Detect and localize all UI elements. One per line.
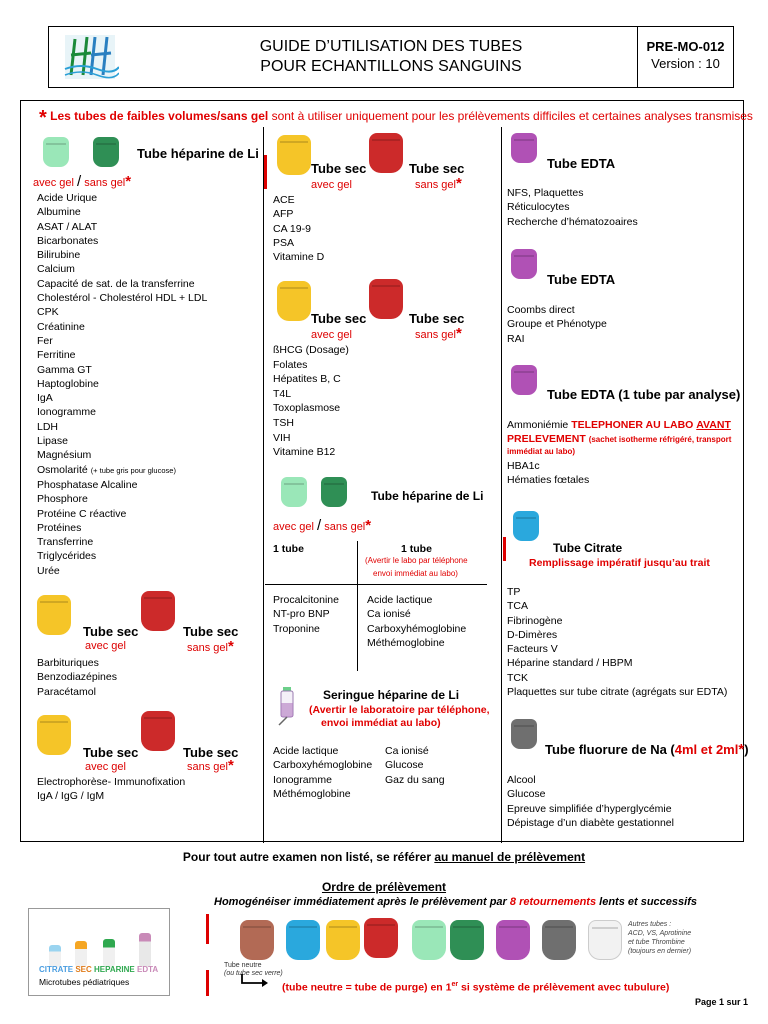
- col2-seringue-right-list: [385, 744, 445, 787]
- col2-seringue-title: Seringue héparine de Li: [323, 688, 460, 702]
- other-line-2: ACD, VS, Aprotinine: [628, 930, 692, 937]
- list-item: CPK: [37, 306, 59, 319]
- tube-cap-green-light: [281, 477, 307, 507]
- list-item: ßHCG (Dosage): [273, 344, 349, 356]
- neutre-line-1: Tube neutre: [224, 962, 262, 969]
- list-item: Facteurs V: [507, 643, 558, 656]
- microtube-heparine: [103, 939, 115, 967]
- list-item: Glucose: [385, 759, 424, 772]
- label-avec-gel: avec gel: [273, 521, 314, 533]
- list-item: Plaquettes sur tube citrate (agrégats sur EDTA): [507, 686, 728, 699]
- order-tube-sec-gel: [326, 920, 360, 960]
- list-item: Triglycérides: [37, 550, 97, 563]
- other-tubes-note: [628, 920, 728, 956]
- document-version: Version : 10: [651, 56, 720, 71]
- tube-cap-purple: [511, 249, 537, 279]
- list-item: Coombs direct: [507, 304, 575, 316]
- tube-cap-red: [369, 279, 403, 319]
- document-code-box: [637, 27, 733, 87]
- col2-heparine-note-1: (Avertir le labo par téléphone: [365, 556, 468, 565]
- red-marker-3: [206, 914, 209, 944]
- col1-heparine-gel-labels: [33, 173, 131, 190]
- col1-sec1-title-right: Tube sec: [183, 624, 239, 639]
- sachet-note-2: immédiat au labo): [507, 447, 576, 456]
- list-item: ACE: [273, 194, 295, 206]
- list-item: Gamma GT: [37, 363, 92, 376]
- col1-heparine-items-2: [37, 478, 207, 578]
- col2-sec1-avec-gel: avec gel: [311, 179, 352, 191]
- col2-sec1-star: *: [455, 175, 462, 192]
- col3-citrate-list: [507, 585, 727, 699]
- list-item: Acide lactique: [367, 594, 433, 606]
- list-item: Héparine standard / HBPM: [507, 657, 633, 670]
- order-tube-other: [588, 920, 622, 960]
- col1-sec2-avec-gel: avec gel: [85, 761, 126, 773]
- red-marker-1: [264, 155, 267, 189]
- microtube-sec: [75, 941, 87, 967]
- list-item: Magnésium: [37, 449, 92, 462]
- tube-cap-red: [369, 133, 403, 173]
- col2-heparine-left-list: [273, 593, 339, 636]
- col3-edta1-title: Tube EDTA: [547, 156, 616, 171]
- list-item: Calcium: [37, 263, 75, 276]
- list-item: Toxoplasmose: [273, 402, 341, 415]
- homog-before: Homogénéiser immédiatement après le prélèvement par: [214, 896, 510, 908]
- label-sans-gel: sans gel: [84, 177, 126, 189]
- column-divider-1: [263, 127, 264, 843]
- microtube-labels: [39, 965, 158, 974]
- col1-heparine-list: [37, 191, 207, 578]
- neutre-line-2: (ou tube sec verre): [224, 970, 283, 977]
- list-item: Troponine: [273, 622, 320, 635]
- col2-sec1-sans-gel: sans gel: [415, 179, 456, 191]
- order-tube-neutre: [240, 920, 274, 960]
- col3-fluorure-list: [507, 773, 674, 830]
- list-item: Protéines: [37, 521, 82, 534]
- purge-note: [282, 981, 669, 994]
- col2-heparine-left-head: 1 tube: [273, 543, 304, 555]
- list-item: Méthémoglobine: [273, 787, 351, 800]
- title-line-2: POUR ECHANTILLONS SANGUINS: [260, 58, 522, 75]
- list-item: Vitamine B12: [273, 446, 336, 459]
- list-item: NT-pro BNP: [273, 608, 330, 621]
- col2-sec2-title-left: Tube sec: [311, 311, 367, 326]
- list-item: Cholestérol - Cholestérol HDL + LDL: [37, 292, 208, 305]
- homog-after: lents et successifs: [596, 896, 697, 908]
- list-item: ASAT / ALAT: [37, 220, 98, 233]
- list-item: D-Dimères: [507, 628, 558, 641]
- list-item: Phosphatase Alcaline: [37, 478, 138, 491]
- list-item: Créatinine: [37, 320, 85, 333]
- list-item: TCA: [507, 600, 528, 613]
- list-item: Bicarbonates: [37, 234, 99, 247]
- list-item: Barbituriques: [37, 657, 99, 669]
- col1-sec2-sans-gel: sans gel: [187, 761, 228, 773]
- pediatric-microtubes-box: [28, 908, 170, 996]
- col3-edta3-title: Tube EDTA (1 tube par analyse): [547, 387, 741, 402]
- sachet-note-1: (sachet isotherme réfrigéré, transport: [588, 435, 732, 444]
- list-item: HBA1c: [507, 460, 540, 472]
- label-star: *: [125, 173, 132, 190]
- col2-sec1-list: [273, 193, 324, 264]
- list-item: Hématies fœtales: [507, 474, 590, 487]
- list-item: Lipase: [37, 435, 68, 448]
- tube-guide-table: [20, 100, 753, 842]
- note-rest: sont à utiliser uniquement pour les prélèvements difficiles et certaines analyses transmises: [268, 109, 753, 123]
- list-item: Fibrinogène: [507, 614, 563, 627]
- list-item: Carboxyhémoglobine: [273, 759, 373, 772]
- order-tube-fluorure: [542, 920, 576, 960]
- list-item: Hépatites B, C: [273, 373, 341, 386]
- col1-sec1-avec-gel: avec gel: [85, 640, 126, 652]
- col3-edta2-list: [507, 303, 607, 346]
- prelevement-label: PRELEVEMENT: [507, 433, 586, 445]
- red-marker-2: [503, 537, 506, 561]
- list-item-osmolarite: [37, 463, 207, 478]
- list-item: PSA: [273, 236, 295, 249]
- col2-heparine-divider: [357, 541, 358, 671]
- col2-seringue-left-list: [273, 744, 372, 801]
- fluorure-title-red: 4ml et 2ml: [674, 742, 739, 757]
- fluorure-title-text: Tube fluorure de Na (: [545, 742, 675, 757]
- list-item: Haptoglobine: [37, 377, 99, 390]
- list-item: LDH: [37, 420, 59, 433]
- col1-sec1-sans-gel: sans gel: [187, 642, 228, 654]
- order-tube-edta: [496, 920, 530, 960]
- column-divider-2: [501, 127, 502, 843]
- col2-heparine-right-head: 1 tube: [401, 543, 432, 555]
- purge-sup: er: [451, 981, 459, 988]
- list-item: VIH: [273, 431, 291, 444]
- manual-link[interactable]: au manuel de prélèvement: [434, 850, 586, 864]
- col3-edta3-prelevement-line: [507, 433, 731, 445]
- list-item: Electrophorèse- Immunofixation: [37, 776, 186, 788]
- list-item: IgA / IgG / IgM: [37, 790, 105, 803]
- list-item: Glucose: [507, 788, 546, 801]
- list-item: AFP: [273, 208, 294, 221]
- list-item: T4L: [273, 387, 292, 400]
- col1-sec2-sans-gel-wrap: [187, 757, 234, 774]
- label-slash: /: [317, 517, 322, 534]
- list-item: IgA: [37, 392, 53, 405]
- col2-sec2-list: [273, 343, 349, 460]
- list-item: Benzodiazépines: [37, 671, 117, 684]
- list-item: Acide Urique: [37, 192, 98, 204]
- list-item: TP: [507, 586, 521, 598]
- purge-after: si système de prélèvement avec tubulure): [458, 981, 670, 994]
- document-header: [48, 26, 734, 88]
- tube-cap-yellow: [277, 281, 311, 321]
- order-tube-citrate: [286, 920, 320, 960]
- list-item: Phosphore: [37, 493, 88, 506]
- other-line-1: Autres tubes :: [628, 921, 672, 928]
- col2-heparine-note-2: envoi immédiat au labo): [373, 569, 458, 578]
- osmolarite-label: Osmolarité: [37, 463, 88, 476]
- list-item: Epreuve simplifiée d’hyperglycémie: [507, 802, 672, 815]
- label-sec: SEC: [75, 965, 92, 974]
- list-item: Ionogramme: [273, 773, 332, 786]
- note-star: *: [39, 107, 47, 129]
- col2-sec2-avec-gel: avec gel: [311, 329, 352, 341]
- label-citrate: CITRATE: [39, 965, 74, 974]
- arrow-right-icon: [240, 974, 270, 988]
- col2-sec2-title-right: Tube sec: [409, 311, 465, 326]
- col2-sec2-sans-gel-wrap: [415, 325, 462, 342]
- tube-cap-grey: [511, 719, 537, 749]
- list-item: Fer: [37, 334, 53, 347]
- list-item: Procalcitonine: [273, 594, 339, 606]
- list-item: Méthémoglobine: [367, 636, 445, 649]
- col1-heparine-title: Tube héparine de Li: [137, 146, 259, 161]
- col1-sec1-title-left: Tube sec: [83, 624, 139, 639]
- label-avec-gel: avec gel: [33, 177, 74, 189]
- label-star: *: [365, 517, 372, 534]
- list-item: RAI: [507, 332, 525, 345]
- document-title: [49, 37, 733, 77]
- col2-sec1-title-left: Tube sec: [311, 161, 367, 176]
- order-tube-sec: [364, 918, 398, 958]
- col1-sec1-list: [37, 656, 117, 699]
- other-exams-text: Pour tout autre examen non listé, se référer: [182, 850, 435, 864]
- col3-edta3-ammo-line: [507, 419, 731, 431]
- avant-label: AVANT: [696, 419, 731, 431]
- list-item: Dépistage d’un diabète gestationnel: [507, 816, 674, 829]
- list-item: Folates: [273, 358, 308, 371]
- tube-cap-red: [141, 591, 175, 631]
- col1-sec2-title-left: Tube sec: [83, 745, 139, 760]
- col3-fluorure-title: [545, 741, 749, 758]
- tube-cap-green-dark: [321, 477, 347, 507]
- tube-cap-yellow: [277, 135, 311, 175]
- col3-edta2-title: Tube EDTA: [547, 272, 616, 287]
- list-item: Alcool: [507, 774, 536, 786]
- document-code: PRE-MO-012: [646, 39, 725, 54]
- list-item: Protéine C réactive: [37, 507, 127, 520]
- list-item: Ca ionisé: [367, 608, 411, 621]
- col3-citrate-title: Tube Citrate: [553, 541, 623, 555]
- list-item: Transferrine: [37, 536, 94, 549]
- list-item: CA 19-9: [273, 222, 311, 235]
- col3-edta1-list: [507, 186, 638, 229]
- syringe-icon: [269, 685, 303, 727]
- col2-sec1-sans-gel-wrap: [415, 175, 462, 192]
- other-line-4: (toujours en dernier): [628, 948, 692, 955]
- col1-sec1-sans-gel-wrap: [187, 638, 234, 655]
- label-slash: /: [77, 173, 82, 190]
- list-item: NFS, Plaquettes: [507, 187, 584, 199]
- title-line-1: GUIDE D’UTILISATION DES TUBES: [259, 38, 523, 55]
- list-item: Ionogramme: [37, 406, 96, 419]
- page-number: Page 1 sur 1: [694, 997, 748, 1007]
- label-sans-gel: sans gel: [324, 521, 366, 533]
- order-title: Ordre de prélèvement: [321, 880, 447, 894]
- col2-heparine-gel-labels: [273, 517, 371, 534]
- list-item: Carboxyhémoglobine: [367, 622, 467, 635]
- col1-sec2-title-right: Tube sec: [183, 745, 239, 760]
- fluorure-star: *: [738, 741, 745, 758]
- tube-cap-red: [141, 711, 175, 751]
- tube-cap-green-light: [43, 137, 69, 167]
- list-item: Groupe et Phénotype: [507, 318, 607, 331]
- col2-seringue-note-1: (Avertir le laboratoire par téléphone,: [309, 704, 490, 716]
- fluorure-close: ): [744, 742, 749, 757]
- col2-sec2-star: *: [455, 325, 462, 342]
- list-item: Bilirubine: [37, 249, 81, 262]
- tube-cap-purple: [511, 365, 537, 395]
- homogenize-note: [214, 896, 697, 908]
- red-marker-4: [206, 970, 209, 996]
- col1-sec2-star: *: [227, 757, 234, 774]
- order-tube-heparine: [450, 920, 484, 960]
- order-tube-heparine-gel: [412, 920, 446, 960]
- list-item: Capacité de sat. de la transferrine: [37, 277, 195, 290]
- tube-cap-yellow: [37, 595, 71, 635]
- small-volume-note: [39, 107, 753, 130]
- col1-sec2-list: [37, 775, 185, 804]
- list-item: TSH: [273, 416, 294, 429]
- label-edta: EDTA: [136, 965, 159, 974]
- list-item: Acide lactique: [273, 745, 339, 757]
- tube-cap-green-dark: [93, 137, 119, 167]
- col1-sec1-star: *: [227, 638, 234, 655]
- list-item: TCK: [507, 671, 528, 684]
- tel-label: TELEPHONER AU LABO: [571, 419, 694, 431]
- col2-sec2-sans-gel: sans gel: [415, 329, 456, 341]
- ammo-label: Ammoniémie: [507, 419, 569, 431]
- list-item: Réticulocytes: [507, 201, 570, 214]
- col2-heparine-right-list: [367, 593, 466, 650]
- homog-red: 8 retournements: [509, 896, 597, 908]
- osmolarite-note: (+ tube gris pour glucose): [90, 465, 176, 475]
- list-item: Recherche d’hématozoaires: [507, 215, 638, 228]
- col2-heparine-title: Tube héparine de Li: [371, 489, 484, 503]
- purge-before: (tube neutre = tube de purge) en 1: [282, 981, 452, 994]
- microtube-citrate: [49, 945, 61, 967]
- col2-sec1-title-right: Tube sec: [409, 161, 465, 176]
- list-item: Vitamine D: [273, 251, 325, 264]
- tube-cap-yellow: [37, 715, 71, 755]
- col3-citrate-note: Remplissage impératif jusqu’au trait: [529, 557, 710, 569]
- col2-heparine-separator: [265, 584, 487, 585]
- microtubes-title: Microtubes pédiatriques: [39, 977, 130, 987]
- col2-seringue-note-2: envoi immédiat au labo): [321, 717, 441, 729]
- note-bold: Les tubes de faibles volumes/sans gel: [50, 109, 269, 123]
- list-item: Urée: [37, 564, 60, 577]
- tube-cap-blue: [513, 511, 539, 541]
- col3-edta3-list: [507, 459, 589, 488]
- tube-cap-purple: [511, 133, 537, 163]
- list-item: Paracétamol: [37, 685, 96, 698]
- col1-heparine-items: [37, 191, 207, 463]
- label-heparine: HEPARINE: [94, 965, 135, 974]
- list-item: Gaz du sang: [385, 773, 445, 786]
- other-exams-note: [0, 850, 768, 864]
- list-item: Ca ionisé: [385, 745, 429, 757]
- microtube-edta: [139, 933, 151, 967]
- list-item: Albumine: [37, 206, 81, 219]
- other-line-3: et tube Thrombine: [628, 939, 685, 946]
- list-item: Ferritine: [37, 349, 76, 362]
